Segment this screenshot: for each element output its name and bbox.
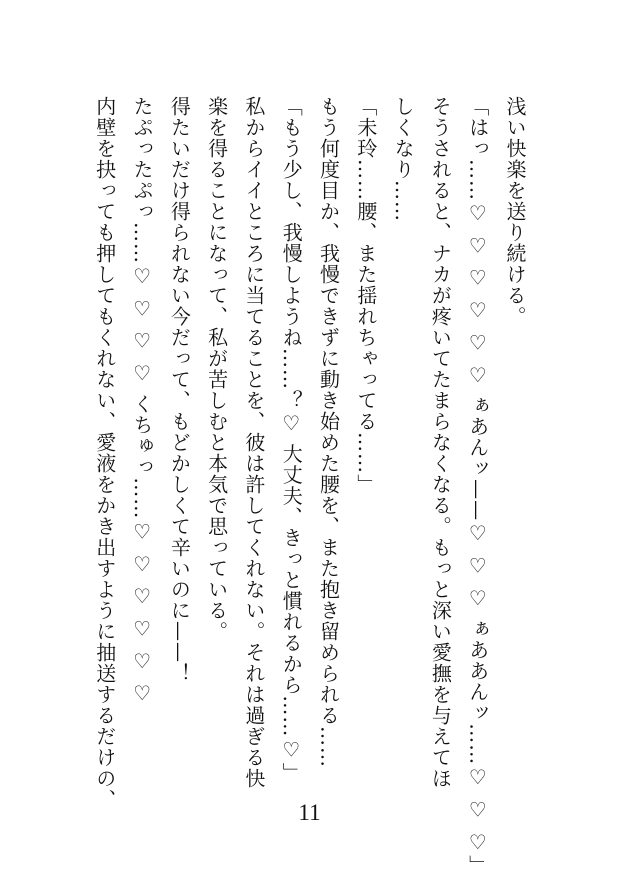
text-line: しくなり…… [391, 96, 416, 222]
text-line: もう何度目か、我慢できずに動き始めた腰を、また抱き留められる…… [316, 96, 341, 768]
text-line: 内壁を抉っても押してもくれない、愛液をかき出すように抽送するだけの、 [92, 96, 117, 810]
text-line: 得たいだけ得られない今だって、もどかしくて辛いのに——！ [167, 96, 192, 684]
text-line: 「未玲……腰、また揺れちゃってる……」 [353, 96, 378, 495]
text-line: 楽を得ることになって、私が苦しむと本気で思っている。 [204, 96, 229, 642]
page-number: 11 [298, 800, 321, 825]
text-line: 「もう少し、我慢しようね……？♡ 大丈夫、きっと慣れるから……♡」 [279, 96, 304, 784]
text-line: たぷったぷっ……♡ ♡ ♡ ♡ くちゅっ……♡ ♡ ♡ ♡ ♡ ♡ [130, 96, 155, 707]
text-line: そうされると、ナカが疼いてたまらなくなる。もっと深い愛撫を与えてほ [428, 96, 453, 789]
text-line: 「はっ……♡ ♡ ♡ ♡ ♡ ♡ ぁあんッ——♡ ♡ ♡ ぁああんッ……♡ ♡ ♡」 [465, 96, 490, 876]
text-line: 私からイイところに当てることを、彼は許してくれない。それは過ぎる快 [241, 96, 266, 789]
text-line: 浅い快楽を送り続ける。 [503, 96, 527, 327]
